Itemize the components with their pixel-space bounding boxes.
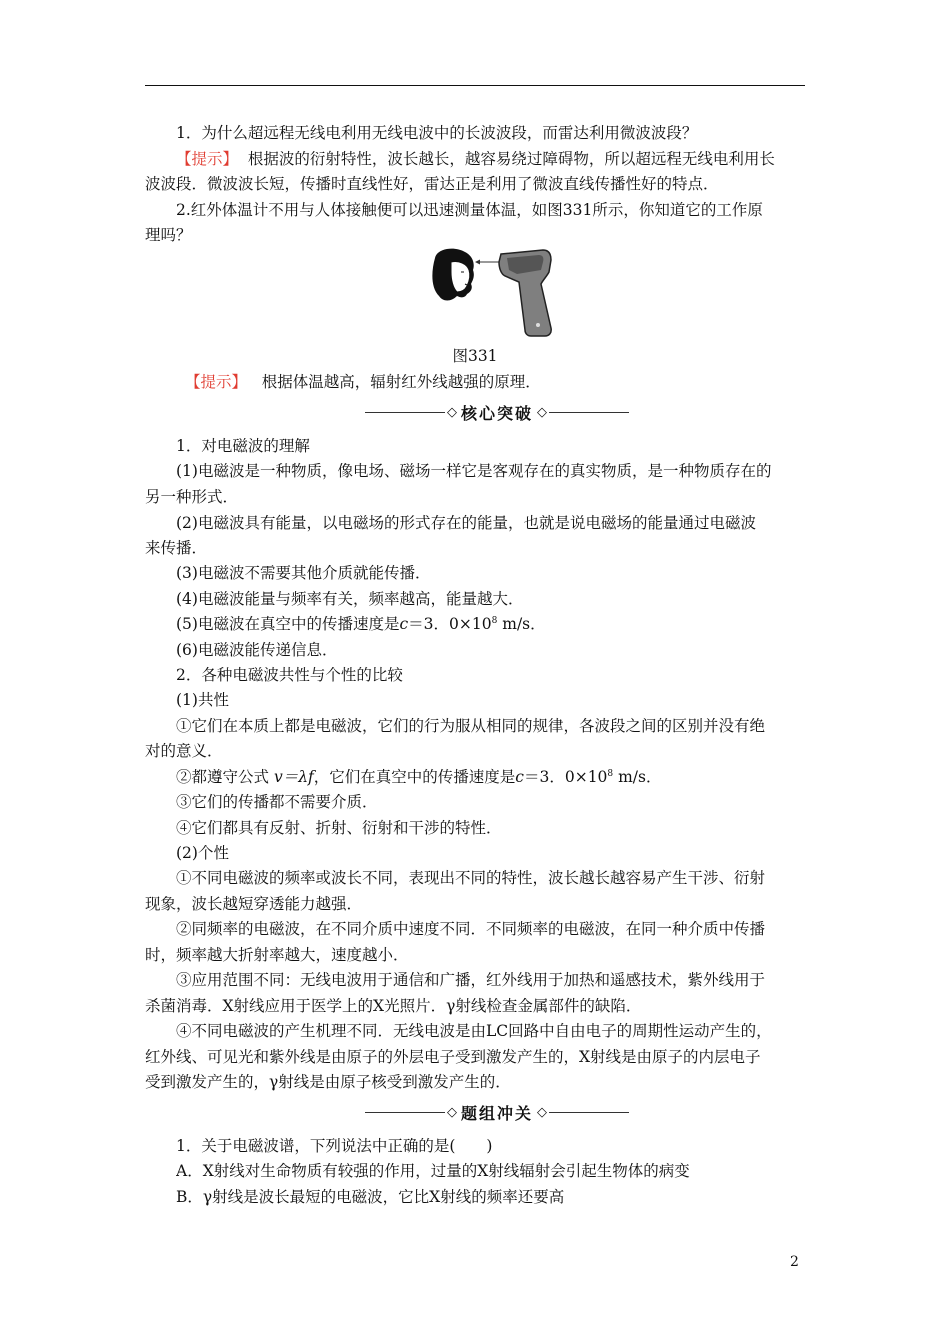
paragraph: 时，频率越大折射率越大，速度越小． (145, 946, 409, 964)
question-1: 1．为什么超远程无线电利用无线电波中的长波波段，而雷达利用微波波段？ (176, 124, 698, 142)
hint-1-line1: 【提示】 根据波的衍射特性，波长越长，越容易绕过障碍物，所以超远程无线电利用长 (176, 150, 775, 168)
paragraph: ③应用范围不同：无线电波用于通信和广播，红外线用于加热和遥感技术，紫外线用于 (176, 971, 766, 989)
paragraph: ②同频率的电磁波，在不同介质中速度不同．不同频率的电磁波，在同一种介质中传播 (176, 920, 766, 938)
figure-caption: 图331 (452, 347, 498, 365)
paragraph: ①不同电磁波的频率或波长不同，表现出不同的特性，波长越长越容易产生干涉、衍射 (176, 869, 766, 887)
hint-1-line2: 波波段．微波波长短，传播时直线性好，雷达正是利用了微波直线传播性好的特点． (145, 175, 719, 193)
question-2-line1: 2.红外体温计不用与人体接触便可以迅速测量体温，如图331所示，你知道它的工作原 (176, 201, 763, 219)
practice-question-1: 1．关于电磁波谱，下列说法中正确的是( ) (176, 1137, 493, 1155)
paragraph: (5)电磁波在真空中的传播速度是c＝3．$0\times 10^8$ m/s． (176, 615, 546, 633)
paragraph: 受到激发产生的，γ射线是由原子核受到激发产生的． (145, 1073, 511, 1091)
paragraph: 对的意义． (145, 742, 223, 760)
infrared-thermometer-figure (425, 246, 560, 338)
option-b: B．γ射线是波长最短的电磁波，它比X射线的频率还要高 (176, 1188, 565, 1206)
paragraph: (6)电磁波能传递信息． (176, 641, 338, 659)
item-1-title: 1．对电磁波的理解 (176, 437, 310, 455)
paragraph: ④它们都具有反射、折射、衍射和干涉的特性． (176, 819, 502, 837)
paragraph: ④不同电磁波的产生机理不同．无线电波是由LC回路中自由电子的周期性运动产生的， (176, 1022, 772, 1040)
paragraph: ③它们的传播都不需要介质． (176, 793, 378, 811)
diamond-icon: ◇ (447, 404, 457, 420)
paragraph: (4)电磁波能量与频率有关，频率越高，能量越大． (176, 590, 524, 608)
paragraph: 另一种形式． (145, 488, 239, 506)
item-2-title: 2．各种电磁波共性与个性的比较 (176, 666, 403, 684)
diamond-icon: ◇ (537, 404, 548, 420)
hint-2: 【提示】 根据体温越高，辐射红外线越强的原理． (185, 373, 541, 391)
paragraph: ②都遵守公式 v＝λf，它们在真空中的传播速度是c＝3．$0\times 10^8$ m/s． (176, 768, 662, 786)
question-2-line2: 理吗？ (145, 226, 192, 244)
section-header-practice: ◇ 题组冲关 ◇ (365, 1101, 629, 1123)
paragraph: 来传播． (145, 539, 208, 557)
diamond-icon: ◇ (447, 1104, 457, 1120)
paragraph: 红外线、可见光和紫外线是由原子的外层电子受到激发产生的，X射线是由原子的内层电子 (145, 1048, 761, 1066)
subheading: (2)个性 (176, 844, 229, 862)
section-header-core: ◇ 核心突破 ◇ (365, 401, 629, 423)
diamond-icon: ◇ (537, 1104, 548, 1120)
subheading: (1)共性 (176, 691, 229, 709)
option-a: A．X射线对生命物质有较强的作用，过量的X射线辐射会引起生物体的病变 (176, 1162, 690, 1180)
paragraph: (2)电磁波具有能量，以电磁场的形式存在的能量，也就是说电磁场的能量通过电磁波 (176, 514, 756, 532)
paragraph: ①它们在本质上都是电磁波，它们的行为服从相同的规律，各波段之间的区别并没有绝 (176, 717, 766, 735)
paragraph: (3)电磁波不需要其他介质就能传播． (176, 564, 431, 582)
hint-tag: 【提示】 (185, 373, 248, 391)
hint-tag: 【提示】 (176, 150, 239, 168)
page-number: 2 (790, 1254, 799, 1270)
header-rule (145, 85, 805, 86)
paragraph: 现象，波长越短穿透能力越强． (145, 895, 363, 913)
paragraph: (1)电磁波是一种物质，像电场、磁场一样它是客观存在的真实物质，是一种物质存在的 (176, 462, 772, 480)
paragraph: 杀菌消毒．X射线应用于医学上的X光照片．γ射线检查金属部件的缺陷． (145, 997, 642, 1015)
